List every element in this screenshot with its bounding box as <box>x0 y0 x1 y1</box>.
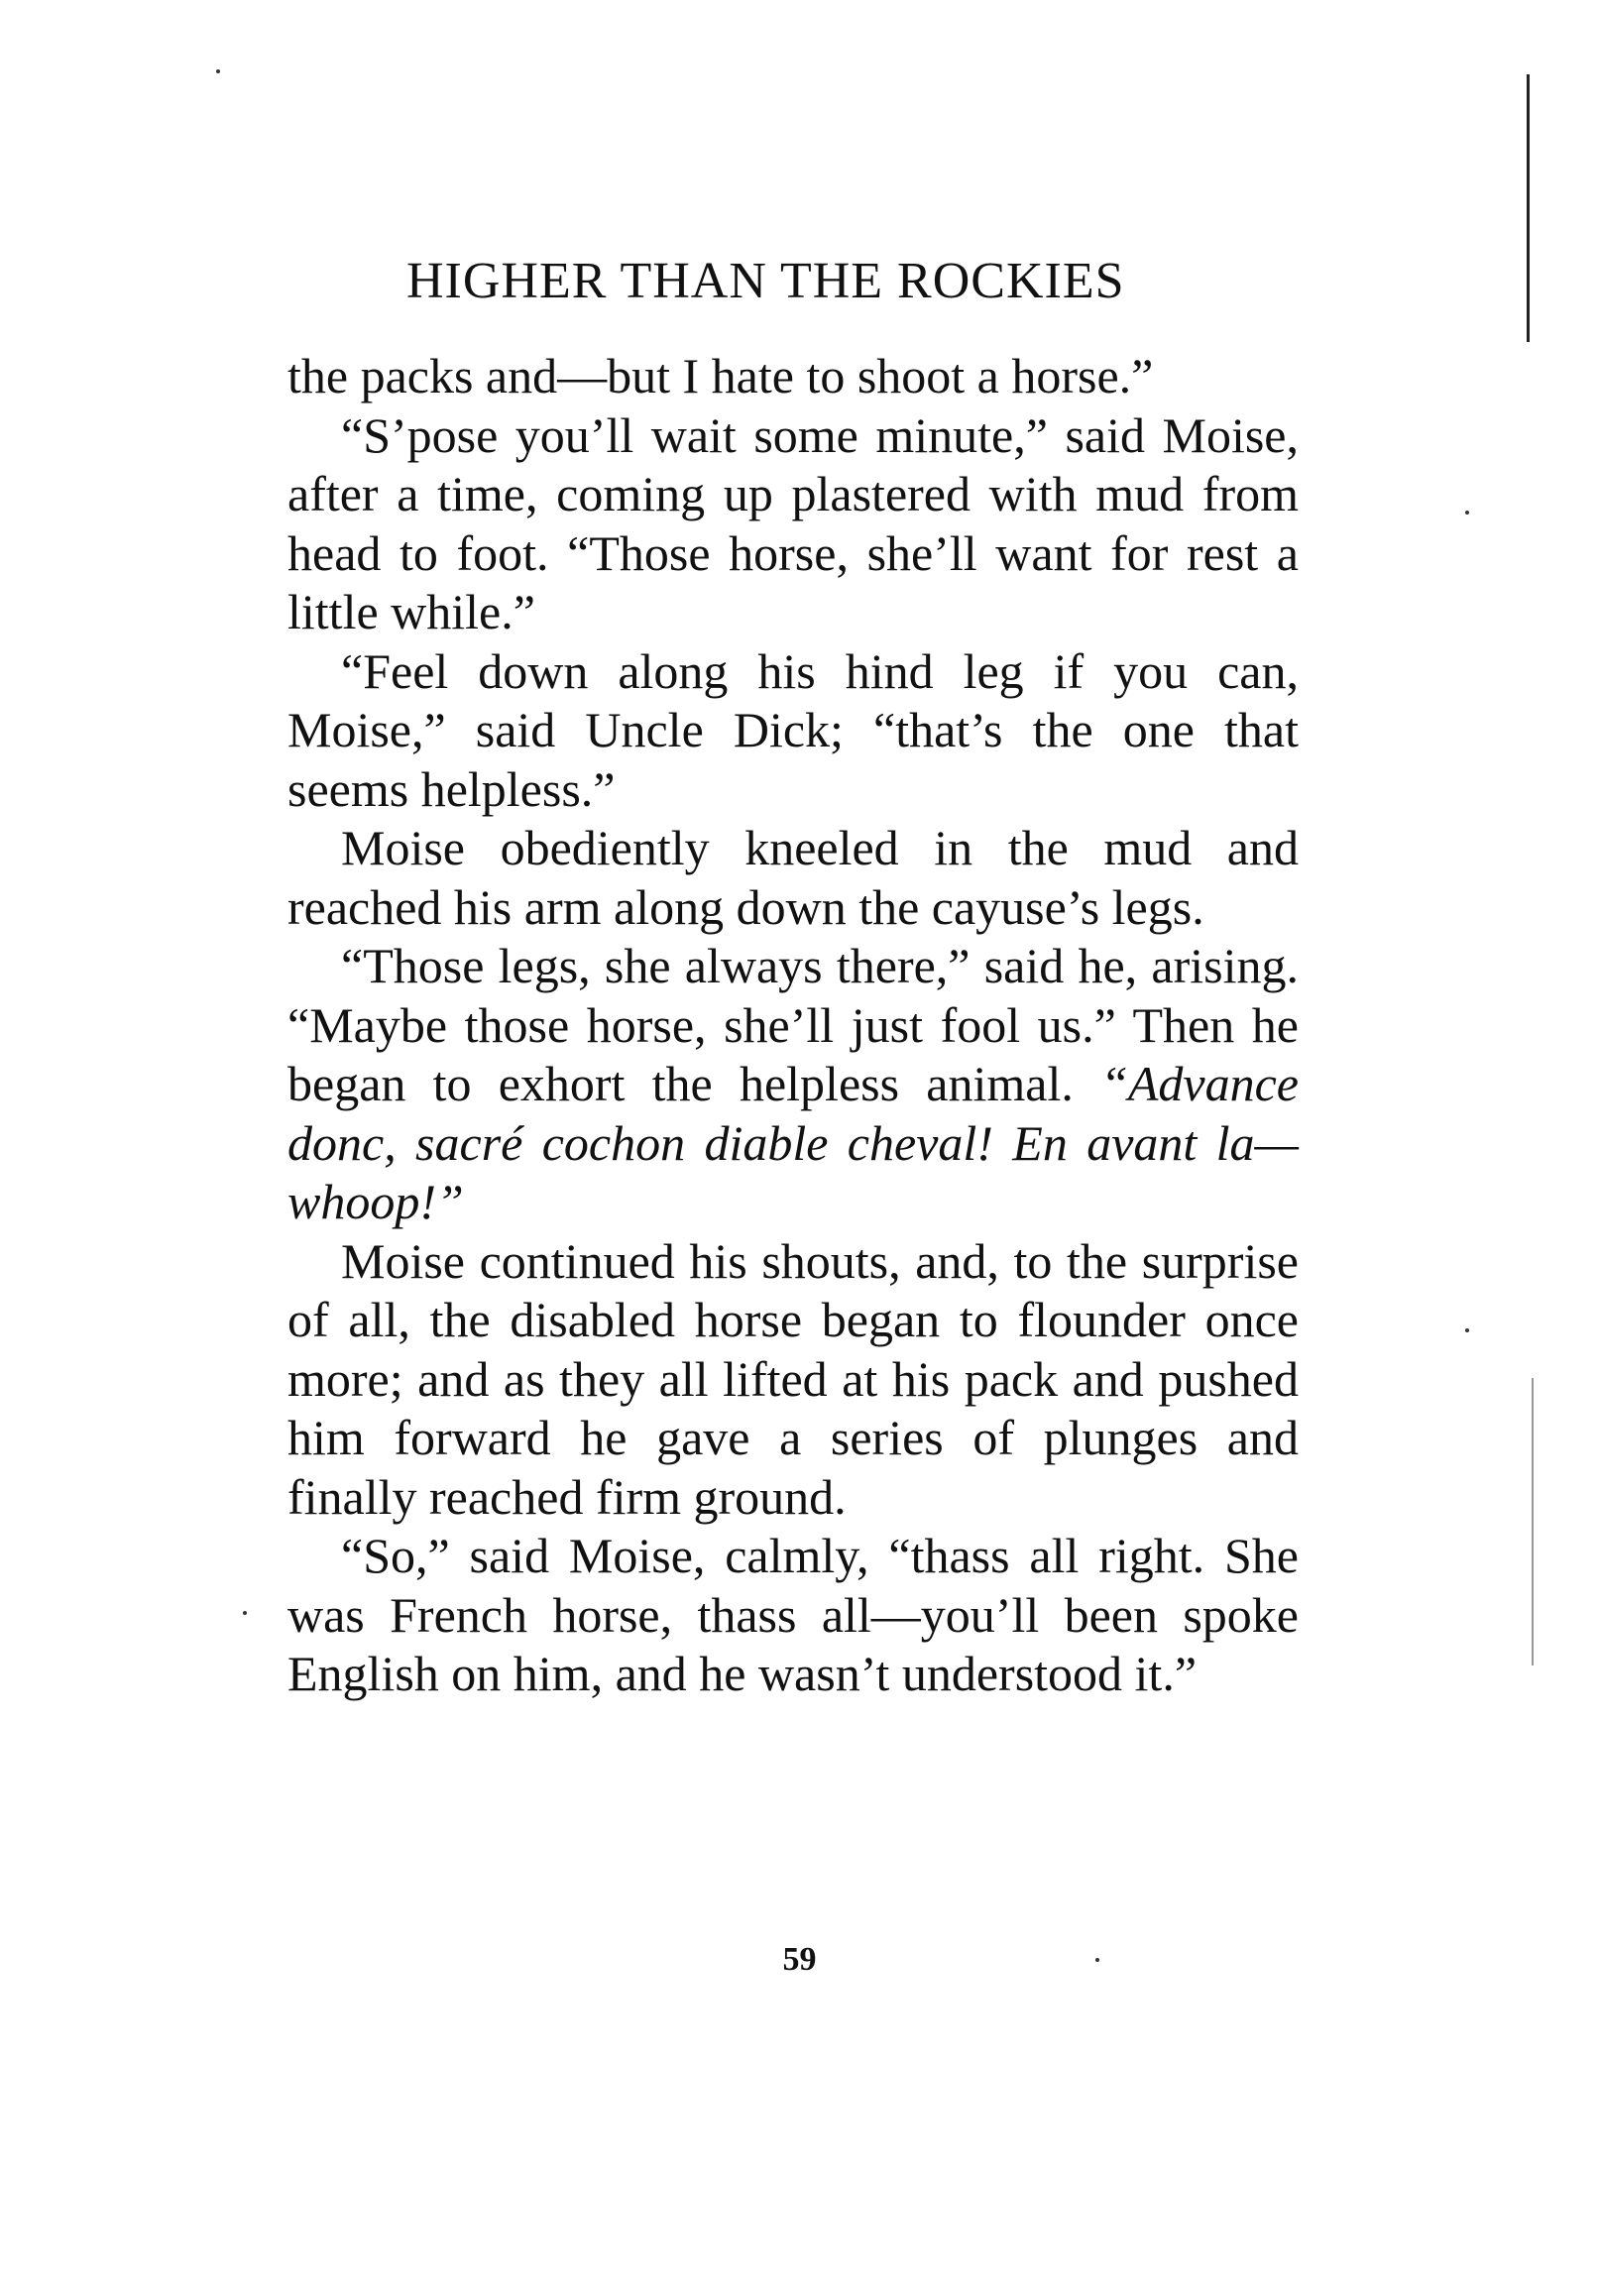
page-number: 59 <box>782 1941 817 1978</box>
text-run: Moise obediently kneeled in the mud and reached his arm along down the cayuse’s legs. <box>287 820 1299 935</box>
text-run: “S’pose you’ll wait some minute,” said Moise, after a time, coming up plastered with mud from head to foot. “Those horse, she’ll want for rest a little while.” <box>287 406 1299 639</box>
paragraph <box>287 819 1299 937</box>
text-run: the packs and—but I hate to shoot a horse.” <box>287 348 1154 403</box>
paragraph <box>287 1527 1299 1704</box>
text-run: “Those legs, she always there,” said he, arising. “Maybe those horse, she’ll just fool us.” Then he began to exhort the helpless animal. <box>287 938 1299 1111</box>
scan-speck <box>1465 511 1469 515</box>
body-text <box>287 347 1299 1704</box>
scan-speck <box>216 69 220 73</box>
text-run: “So,” said Moise, calmly, “thass all right. She was French horse, thass all—you’ll been spoke English on him, and he wasn’t understood it.” <box>287 1528 1299 1701</box>
paragraph <box>287 937 1299 1232</box>
scan-speck <box>1095 1958 1099 1962</box>
paragraph <box>287 347 1299 406</box>
text-run: Moise continued his shouts, and, to the surprise of all, the disabled horse began to flounder once more; and as they all lifted at his pack and pushed him forward he gave a series of plunges and finally reached firm ground. <box>287 1232 1299 1525</box>
text-run: “Feel down along his hind leg if you can, Moise,” said Uncle Dick; “that’s the one that seems helpless.” <box>287 642 1299 817</box>
paragraph <box>287 406 1299 642</box>
scan-edge-line <box>1532 1378 1534 1665</box>
paragraph <box>287 1232 1299 1528</box>
running-head: HIGHER THAN THE ROCKIES <box>406 253 1125 309</box>
scan-speck <box>1465 1328 1469 1332</box>
italic-text: “Advance donc, sacré cochon diable cheval! En avant la—whoop!” <box>287 1056 1299 1229</box>
scan-speck <box>243 1611 247 1615</box>
scan-edge-line <box>1527 74 1530 342</box>
paragraph <box>287 642 1299 820</box>
